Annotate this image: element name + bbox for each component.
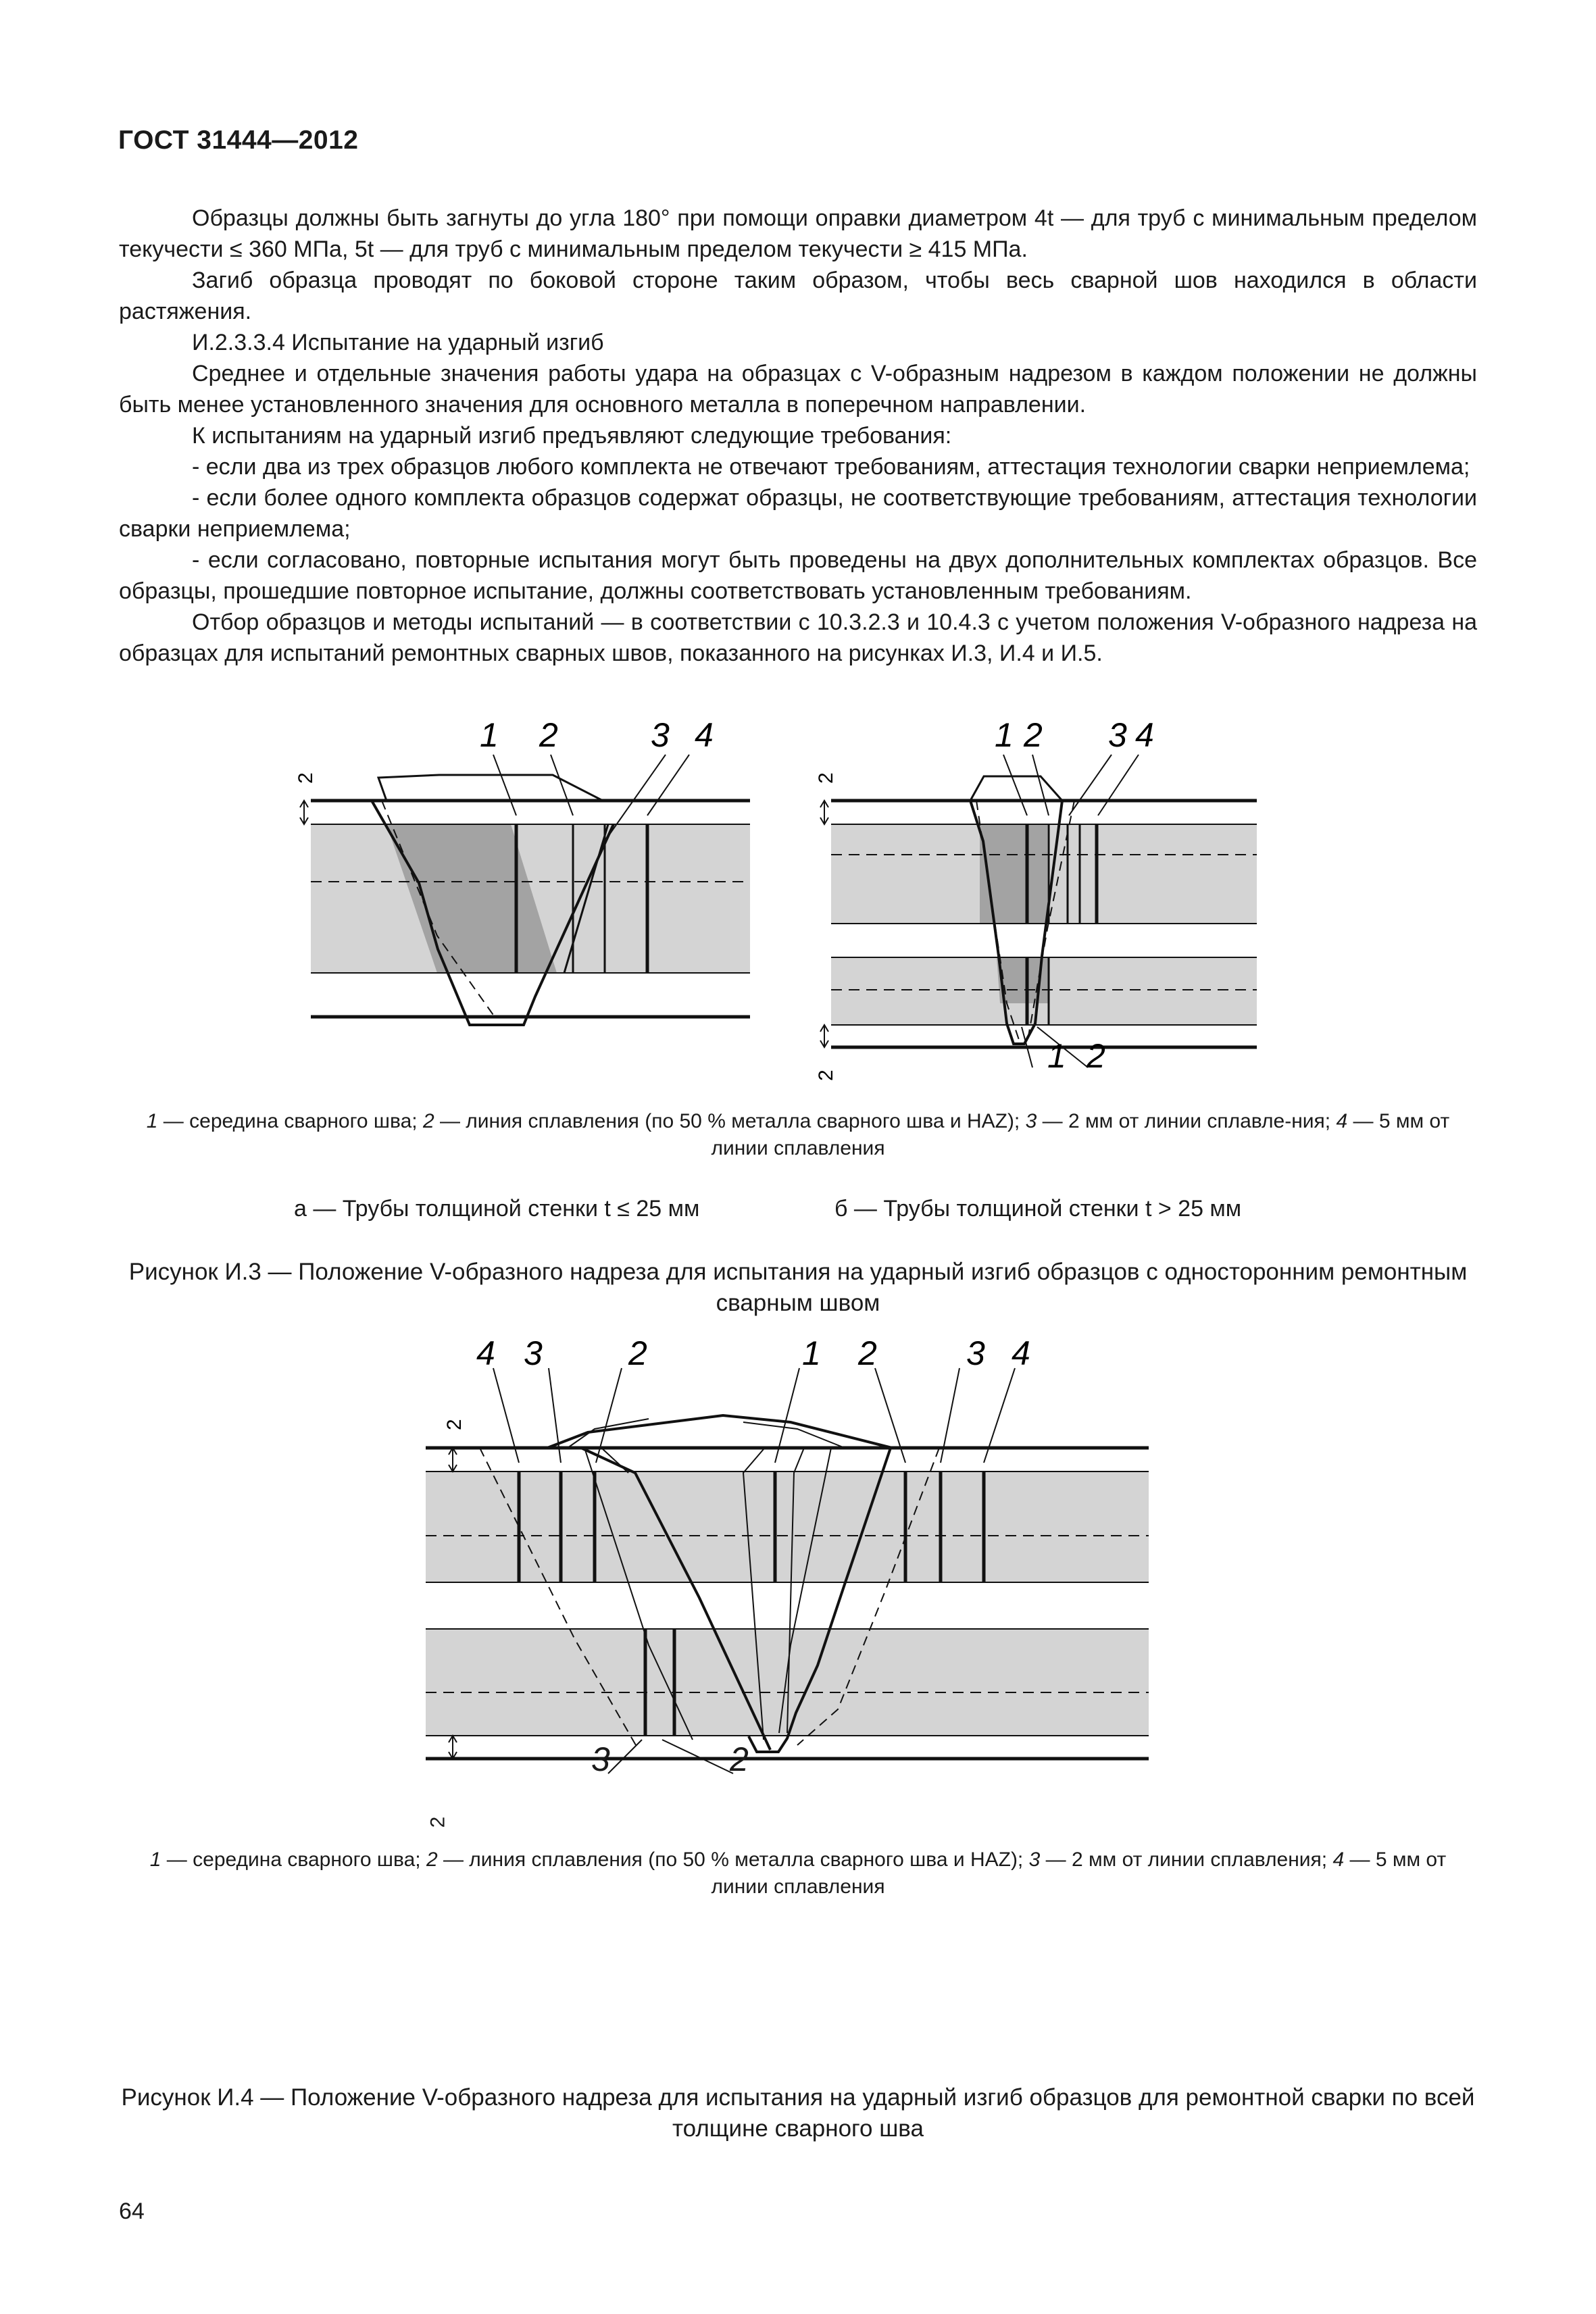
paragraph: Загиб образца проводят по боковой стороне таким образом, чтобы весь сварной шов находился в области растяжения. <box>119 268 1477 324</box>
fig4-label-2-left: 2 <box>628 1334 647 1372</box>
figure4-title: Рисунок И.4 — Положение V-образного надреза для испытания на ударный изгиб образцов для ремонтной сварки по всей толщине сварного шва <box>121 2084 1475 2142</box>
fig3a-label-4: 4 <box>695 716 714 754</box>
legend-num: 3 <box>1028 1848 1041 1871</box>
legend-num: 4 <box>1332 1848 1345 1871</box>
figure3-title: Рисунок И.3 — Положение V-образного надреза для испытания на ударный изгиб образцов с односторонним ремонтным сварным швом <box>128 1259 1468 1316</box>
fig4-label-2-right: 2 <box>858 1334 877 1372</box>
fig4-label-4-right: 4 <box>1012 1334 1030 1372</box>
fig3b-bottom-label-1: 1 <box>1047 1037 1066 1075</box>
body-text <box>119 203 1477 669</box>
figure3-a-diagram <box>297 706 770 1037</box>
legend-text: — 2 мм от линии сплавления; <box>1040 1848 1333 1871</box>
fig3a-dim-label: 2 <box>295 772 317 784</box>
legend-text: — линия сплавления (по 50 % металла сварного шва и HAZ); <box>437 1848 1029 1871</box>
section-heading: И.2.3.3.4 Испытание на ударный изгиб <box>192 330 604 355</box>
paragraph: Среднее и отдельные значения работы удара на образцах с V-образным надрезом в каждом положении не должны быть менее установленного значения для основного металла в поперечном направлении. <box>119 361 1477 418</box>
list-item: - если два из трех образцов любого комплекта не отвечают требованиям, аттестация технологии сварки неприемлема; <box>192 454 1470 480</box>
fig3a-label-1: 1 <box>480 716 499 754</box>
fig4-label-4-left: 4 <box>476 1334 495 1372</box>
legend-num: 1 <box>146 1110 158 1132</box>
fig3b-label-3: 3 <box>1108 716 1127 754</box>
figure4-legend <box>119 1846 1477 1901</box>
subcaption-b: б — Трубы толщиной стенки t > 25 мм <box>834 1196 1242 1222</box>
fig4-bottom-label-2: 2 <box>730 1740 749 1778</box>
fig4-dim-label-bottom: 2 <box>426 1816 449 1828</box>
legend-text: — 5 мм от линии сплавления <box>711 1110 1450 1159</box>
fig3b-bottom-label-2: 2 <box>1087 1037 1105 1075</box>
list-item: - если согласовано, повторные испытания могут быть проведены на двух дополнительных комплектах образцов. Все образцы, прошедшие повторное испытание, должны соответствовать установленным требованиям. <box>119 547 1477 604</box>
figure3-legend <box>119 1108 1477 1162</box>
legend-num: 1 <box>149 1848 161 1871</box>
fig3a-label-3: 3 <box>651 716 670 754</box>
fig3a-label-2: 2 <box>539 716 558 754</box>
legend-text: — середина сварного шва; <box>157 1110 423 1132</box>
list-item: - если более одного комплекта образцов содержат образцы, не соответствующие требованиям, аттестация технологии сварки неприемлема; <box>119 485 1477 542</box>
legend-text: — 2 мм от линии сплавле-ния; <box>1037 1110 1337 1132</box>
legend-text: — середина сварного шва; <box>161 1848 426 1871</box>
subcaption-a: а — Трубы толщиной стенки t ≤ 25 мм <box>294 1196 700 1222</box>
figure3-b-diagram <box>815 706 1291 1084</box>
paragraph: Отбор образцов и методы испытаний — в соответствии с 10.3.2.3 и 10.4.3 с учетом положения V-образного надреза на образцах для испытаний ремонтных сварных швов, показанного на рисунках И.3, И.4 и И.5. <box>119 609 1477 666</box>
legend-num: 2 <box>422 1110 434 1132</box>
fig4-label-3-left: 3 <box>524 1334 543 1372</box>
paragraph: К испытаниям на ударный изгиб предъявляют следующие требования: <box>192 423 952 449</box>
fig4-bottom-label-3: 3 <box>591 1740 610 1778</box>
legend-text: — линия сплавления (по 50 % металла сварного шва и HAZ); <box>434 1110 1026 1132</box>
figure4-diagram <box>426 1328 1162 1767</box>
fig3b-dim-label-bottom: 2 <box>815 1070 837 1081</box>
fig4-label-3-right: 3 <box>966 1334 985 1372</box>
fig4-label-1: 1 <box>802 1334 821 1372</box>
document-code: ГОСТ 31444—2012 <box>118 126 359 155</box>
paragraph: Образцы должны быть загнуты до угла 180° при помощи оправки диаметром 4t — для труб с минимальным пределом текучести ≤ 360 МПа, 5t — для труб с минимальным пределом текучести ≥ 415 МПа. <box>119 205 1477 262</box>
fig3b-label-4: 4 <box>1135 716 1154 754</box>
page-number: 64 <box>119 2198 145 2224</box>
legend-text: — 5 мм от линии сплавления <box>711 1848 1447 1898</box>
legend-num: 3 <box>1025 1110 1037 1132</box>
fig4-dim-label-top: 2 <box>443 1419 466 1430</box>
legend-num: 4 <box>1336 1110 1348 1132</box>
fig3b-label-2: 2 <box>1024 716 1043 754</box>
legend-num: 2 <box>426 1848 438 1871</box>
fig3b-dim-label-top: 2 <box>815 772 837 784</box>
fig3b-label-1: 1 <box>995 716 1014 754</box>
